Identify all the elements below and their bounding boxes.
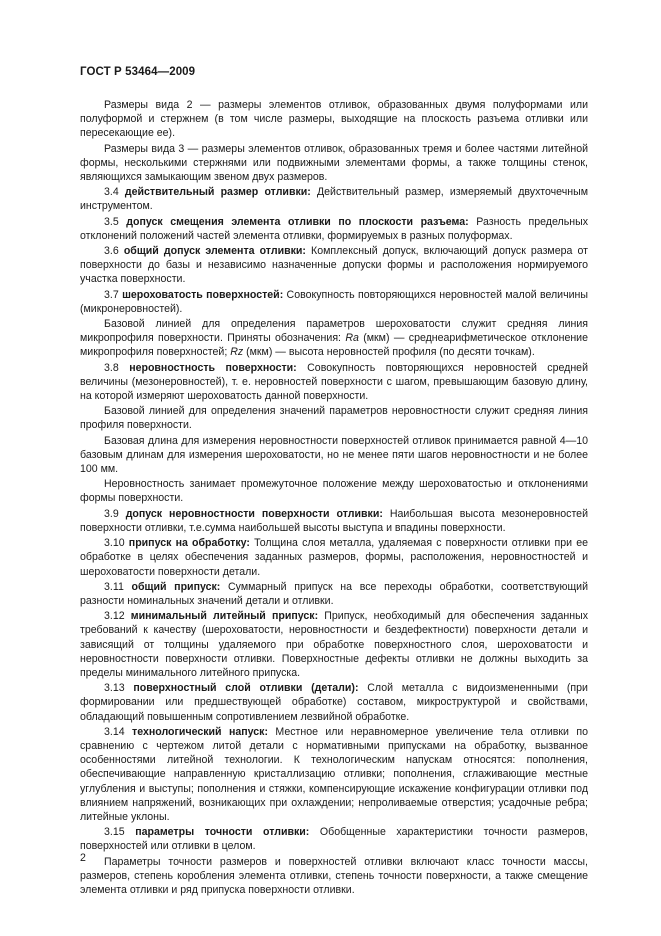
clause-number: 3.4 <box>104 186 119 199</box>
clause-number: 3.7 <box>104 288 119 301</box>
page-number: 2 <box>80 852 86 864</box>
clause-text: Толщина слоя металла, удаляемая с поверхности отливки при ее обработке в целях обеспечения заданных размеров, формы, расположения, неровностностей и шероховатости поверхности детали. <box>80 537 588 578</box>
clause-term: неровностность поверхности: <box>129 361 297 374</box>
clause-text: Наибольшая высота мезонеровностей поверхности отливки, т.е.сумма наибольшей высоты выступа и впадины поверхности. <box>80 507 588 534</box>
clause-term: минимальный литейный припуск: <box>130 610 319 623</box>
clause-text: Разность предельных отклонений положений частей элемента отливки, формируемых в разных полуформах. <box>80 215 588 242</box>
text-run: Базовой линией для определения параметров шероховатости служит средняя линия микропрофиля поверхности. Приняты обозначения: <box>80 318 588 345</box>
clause-3-13 <box>80 681 588 724</box>
clause-text: Совокупность повторяющихся неровностей средней величины (мезонеровностей), т. е. неровностей поверхности с шагом, превышающим базовую длину, на которой измеряют шероховатость данной поверхности. <box>80 361 588 403</box>
clause-number: 3.12 <box>104 610 125 623</box>
clause-number: 3.10 <box>104 537 125 550</box>
paragraph-accuracy-params: Параметры точности размеров и поверхностей отливки включают класс точности массы, размеров, степень коробления элемента отливки, степень точности поверхности, а также смещение элемента отливки и ряд припуска поверхности отливки. <box>80 855 588 896</box>
clause-term: параметры точности отливки: <box>135 826 310 839</box>
clause-term: общий припуск: <box>131 580 221 593</box>
clause-number: 3.8 <box>104 361 119 374</box>
clause-text: Припуск, необходимый для обеспечения заданных требований к качеству (шероховатости, неровностности и бездефектности) поверхности детали и зависящий от толщины удаляемого при обработке поверхностного слоя, шероховатости и неровностности поверхности отливки. Поверхностные дефекты отливки не должны выходить за пределы минимального литейного припуска. <box>80 610 588 679</box>
clause-term: технологический напуск: <box>132 725 268 738</box>
clause-text: Обобщенные характеристики точности размеров, поверхностей или отливки в целом. <box>80 826 588 853</box>
clause-term: шероховатость поверхностей: <box>122 288 284 301</box>
paragraph-base-line: Базовой линией для определения значений параметров неровностности служит средняя линия профиля поверхности. <box>80 405 588 432</box>
text-run: (мкм) — высота неровностей профиля (по десяти точкам). <box>243 346 535 359</box>
clause-text: Суммарный припуск на все переходы обработки, соответствующий разности номинальных значений детали и отливки. <box>80 580 589 607</box>
clause-3-9 <box>80 507 588 535</box>
clause-number: 3.9 <box>104 507 119 520</box>
clause-text: Местное или неравномерное увеличение тела отливки по сравнению с чертежом литой детали с нормативными припусками на обработку, вызванное особенностями литейной технологии. К технологическим напускам относятся: пополнения, обеспечивающие направленную кристаллизацию отливки; пополнения, сглаживающие местные углубления и выступы; пополнения и стяжки, компенсирующие искажение конфигурации отливки под влиянием напряжений, возникающих при охлаждении; непроливаемые отверстия; усадочные ребра; литейные уклоны. <box>80 725 588 823</box>
rz-symbol: Rz <box>230 346 244 359</box>
clause-3-11 <box>80 580 588 608</box>
paragraph-roughness-base <box>80 317 588 360</box>
clause-term: действительный размер отливки: <box>124 186 311 199</box>
clause-term: припуск на обработку: <box>128 537 250 550</box>
paragraph-view2: Размеры вида 2 — размеры элементов отливок, образованных двумя полуформами или полуформой и стержнем (в том числе размеры, выходящие на плоскость разъема отливки или пересекающие ее). <box>80 99 588 140</box>
clause-text: Совокупность повторяющихся неровностей малой величины (микронеровностей). <box>80 288 589 315</box>
clause-number: 3.5 <box>104 215 119 228</box>
clause-3-5 <box>80 215 588 243</box>
clause-term: поверхностный слой отливки (детали): <box>133 682 359 695</box>
clause-3-15 <box>80 825 588 853</box>
paragraph-base-length: Базовая длина для измерения неровностности поверхностей отливок принимается равной 4—10 базовым длинам для измерения шероховатости, но не менее пяти шагов неровностности и не более 100 мм. <box>80 434 588 476</box>
clause-number: 3.14 <box>104 725 125 738</box>
document-body <box>80 98 588 898</box>
clause-3-12 <box>80 609 588 680</box>
text-run: (мкм) — среднеарифметическое отклонение микропрофиля поверхностей; <box>80 332 588 359</box>
clause-term: допуск смещения элемента отливки по плоскости разъема: <box>126 215 469 228</box>
clause-3-14 <box>80 725 588 824</box>
standard-header: ГОСТ Р 53464—2009 <box>80 66 196 78</box>
clause-number: 3.15 <box>104 826 125 839</box>
clause-3-10 <box>80 536 588 579</box>
clause-term: допуск неровностности поверхности отливки: <box>125 507 383 520</box>
clause-text: Действительный размер, измеряемый двухточечным инструментом. <box>80 186 588 213</box>
clause-3-6 <box>80 244 588 287</box>
clause-text: Комплексный допуск, включающий допуск размера от поверхности до базы и независимо назначенные допуски формы и расположения нормируемого участка поверхности. <box>80 245 588 286</box>
clause-number: 3.6 <box>104 245 119 258</box>
clause-text: Слой металла с видоизмененными (при формировании или предшествующей обработке) составом, микроструктурой и свойствами, обладающий повышенным сопротивлением лезвийной обработке. <box>80 682 588 723</box>
paragraph-view3: Размеры вида 3 — размеры элементов отливок, образованных тремя и более частями литейной формы, несколькими стержнями или подвижными элементами формы, а также толщины стенок, являющихся замыкающим звеном двух размеров. <box>80 142 588 184</box>
clause-number: 3.13 <box>104 682 125 695</box>
clause-3-7 <box>80 288 588 316</box>
clause-3-4 <box>80 185 588 213</box>
clause-3-8 <box>80 361 588 404</box>
paragraph-intermediate: Неровностность занимает промежуточное положение между шероховатостью и отклонениями формы поверхности. <box>80 478 588 505</box>
clause-term: общий допуск элемента отливки: <box>123 245 306 258</box>
clause-number: 3.11 <box>104 580 124 593</box>
ra-symbol: Ra <box>345 332 359 345</box>
